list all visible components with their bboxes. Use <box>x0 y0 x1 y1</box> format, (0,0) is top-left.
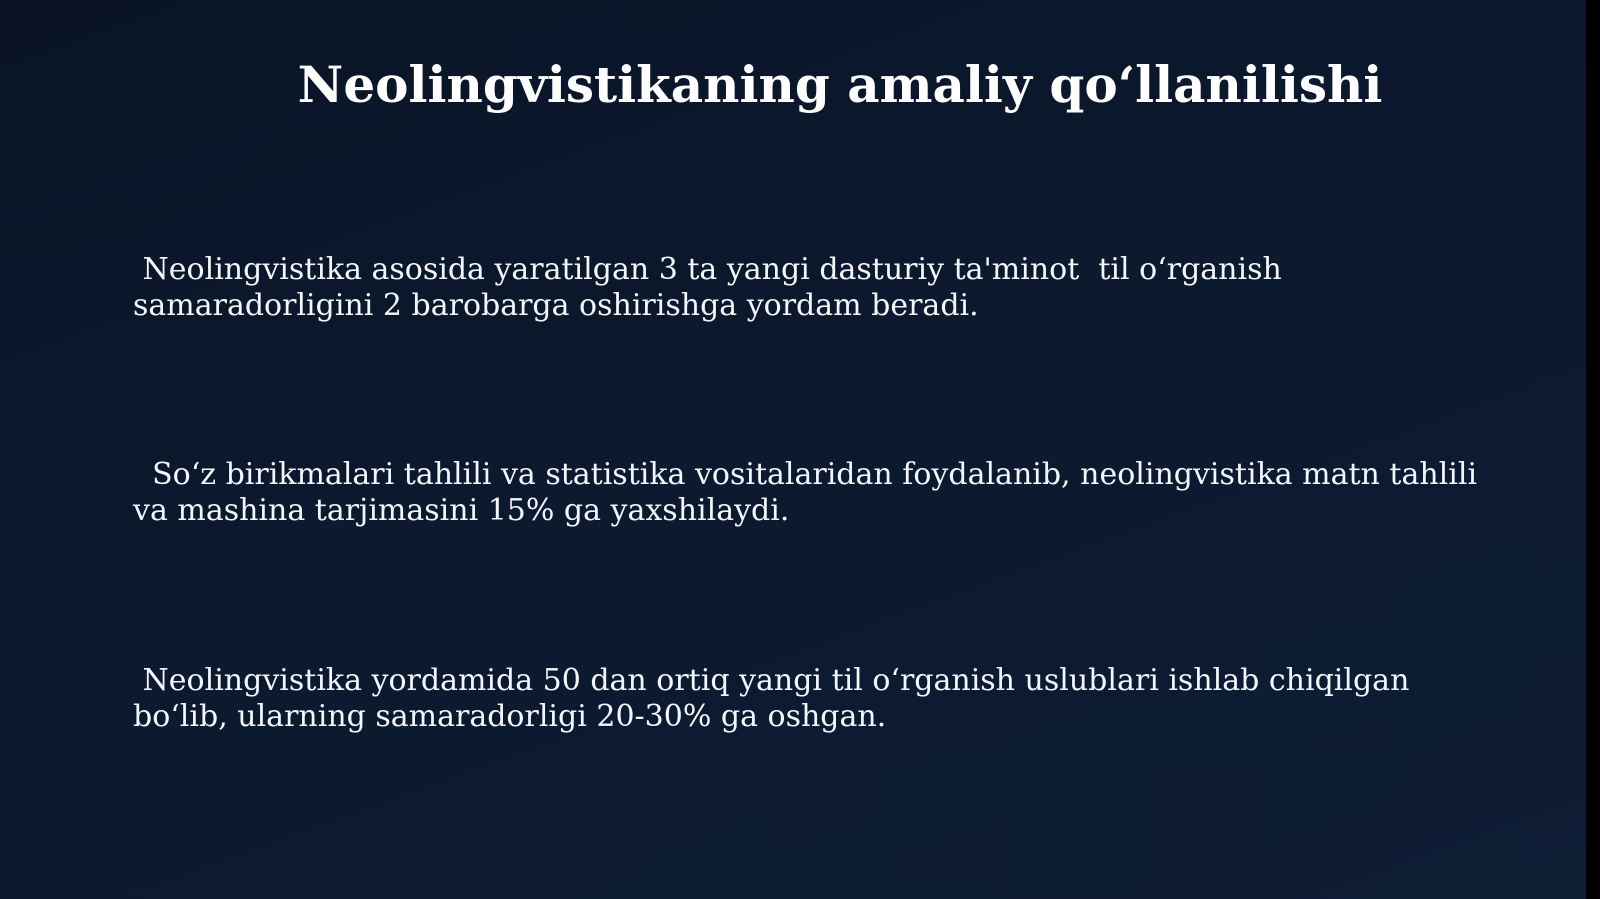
paragraph-text-analysis: So‘z birikmalari tahlili va statistika vositalaridan foydalanib, neolingvistika matn tahlili va mashina tarjimasini 15% ga yaxshilaydi. <box>133 457 1487 528</box>
right-edge-strip <box>1586 0 1600 899</box>
paragraph-software: Neolingvistika asosida yaratilgan 3 ta yangi dasturiy ta'minot til o‘rganish samaradorligini 2 barobarga oshirishga yordam beradi. <box>133 252 1292 323</box>
slide-title: Neolingvistikaning amaliy qo‘llanilishi <box>297 55 1383 114</box>
paragraph-learning-methods: Neolingvistika yordamida 50 dan ortiq yangi til o‘rganish uslublari ishlab chiqilgan bo‘lib, ularning samaradorligi 20-30% ga oshgan. <box>133 663 1419 734</box>
